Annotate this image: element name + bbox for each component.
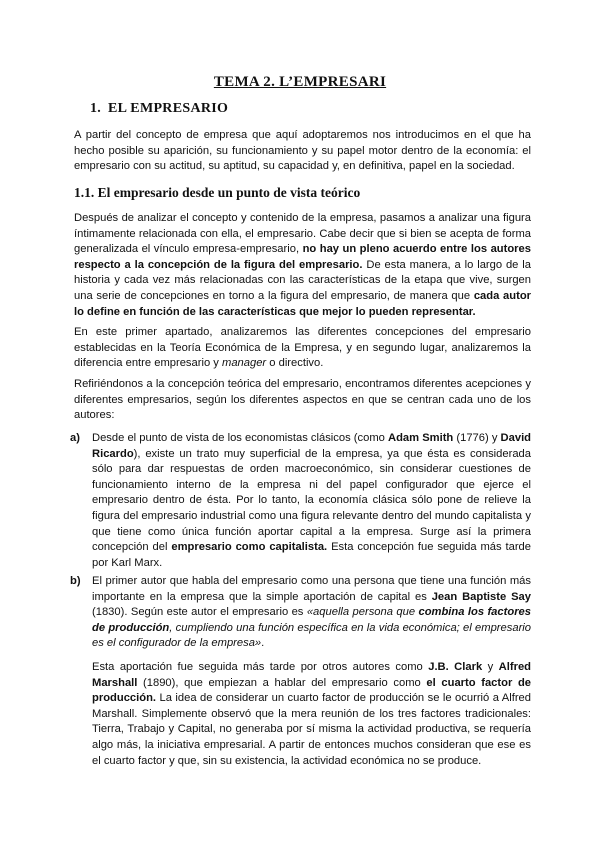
list-marker: b): [70, 575, 81, 587]
list-item-b: b) El primer autor que habla del empresario como una persona que tiene una función más importante en la empresa que la simple aportación de capital es Jean Baptiste Say (1830). Según este autor el empresario es «aquella persona que combina los factores de producción, cumpliendo una función específica en la vida económica; el empresario es el configurador de la empresa».: [70, 575, 531, 650]
section-heading-1: [90, 101, 228, 117]
paragraph-concept: Después de analizar el concepto y contenido de la empresa, pasamos a analizar una figura íntimamente relacionada con ella, el empresario. Cabe decir que si bien se acepta de forma generalizada el vínculo empresa-empresario, no hay un pleno acuerdo entre los autores respecto a la concepción de la figura del empresario. De esta manera, a lo largo de la historia y cada vez más relacionadas con las características de la etapa que vive, surgen una serie de concepciones en torno a la figura del empresario, de manera que cada autor lo define en función de las características que mejor lo pueden representar.: [74, 212, 532, 318]
paragraph-intro: A partir del concepto de empresa que aquí adoptaremos nos introducimos en el que ha hecho posible su aparición, su funcionamiento y su papel motor dentro de la economía: el empresario con su actitud, su aptitud, su capacidad y, en definitiva, papel en la sociedad.: [74, 129, 531, 173]
list-item-a: a) Desde el punto de vista de los economistas clásicos (como Adam Smith (1776) y David Ricardo), existe un trato muy superficial de la empresa, ya que ésta es considerada sólo para dar respuestas de orden macroeconómico, sin considerar cuestiones de funcionamiento interno de la empresa ni del papel configurador que ejerce el empresario dentro de ésta. Por lo tanto, la economía clásica sólo pone de relieve la figura del empresario industrial como una figura relevante dentro del mundo capitalista y que tiene como única función aportar capital a la empresa. Surge así la primera concepción del empresario como capitalista. Esta concepción fue seguida más tarde por Karl Marx.: [70, 432, 532, 569]
paragraph-first-section: En este primer apartado, analizaremos las diferentes concepciones del empresario establecidas en la Teoría Económica de la Empresa, y en segundo lugar, analizaremos la diferencia entre empresario y manager o directivo.: [74, 326, 531, 370]
list-item-b-continuation: Esta aportación fue seguida más tarde por otros autores como J.B. Clark y Alfred Marshall (1890), que empiezan a hablar del empresario como el cuarto factor de producción. La idea de considerar un cuarto factor de producción se le ocurrió a Alfred Marshall. Simplemente observó que la mera reunión de los tres factores tradicionales: Tierra, Trabajo y Capital, no generaba por sí misma la actividad productiva, se requería algo más, la iniciativa empresarial. A partir de entonces muchos consideran que ese es el cuarto factor y que, sin su existencia, la actividad económica no se produce.: [92, 661, 532, 767]
section-number: 1.: [90, 101, 102, 116]
list-marker: a): [70, 432, 80, 444]
document-title: TEMA 2. L’EMPRESARI: [213, 74, 387, 90]
section-title: EL EMPRESARIO: [108, 101, 229, 116]
paragraph-theoretical: Refiriéndonos a la concepción teórica del empresario, encontramos diferentes acepciones y diferentes empresarios, según los diferentes aspectos en que se centran cada uno de los autores:: [74, 378, 531, 422]
subsection-heading-1-1: 1.1. El empresario desde un punto de vista teórico: [74, 185, 361, 200]
